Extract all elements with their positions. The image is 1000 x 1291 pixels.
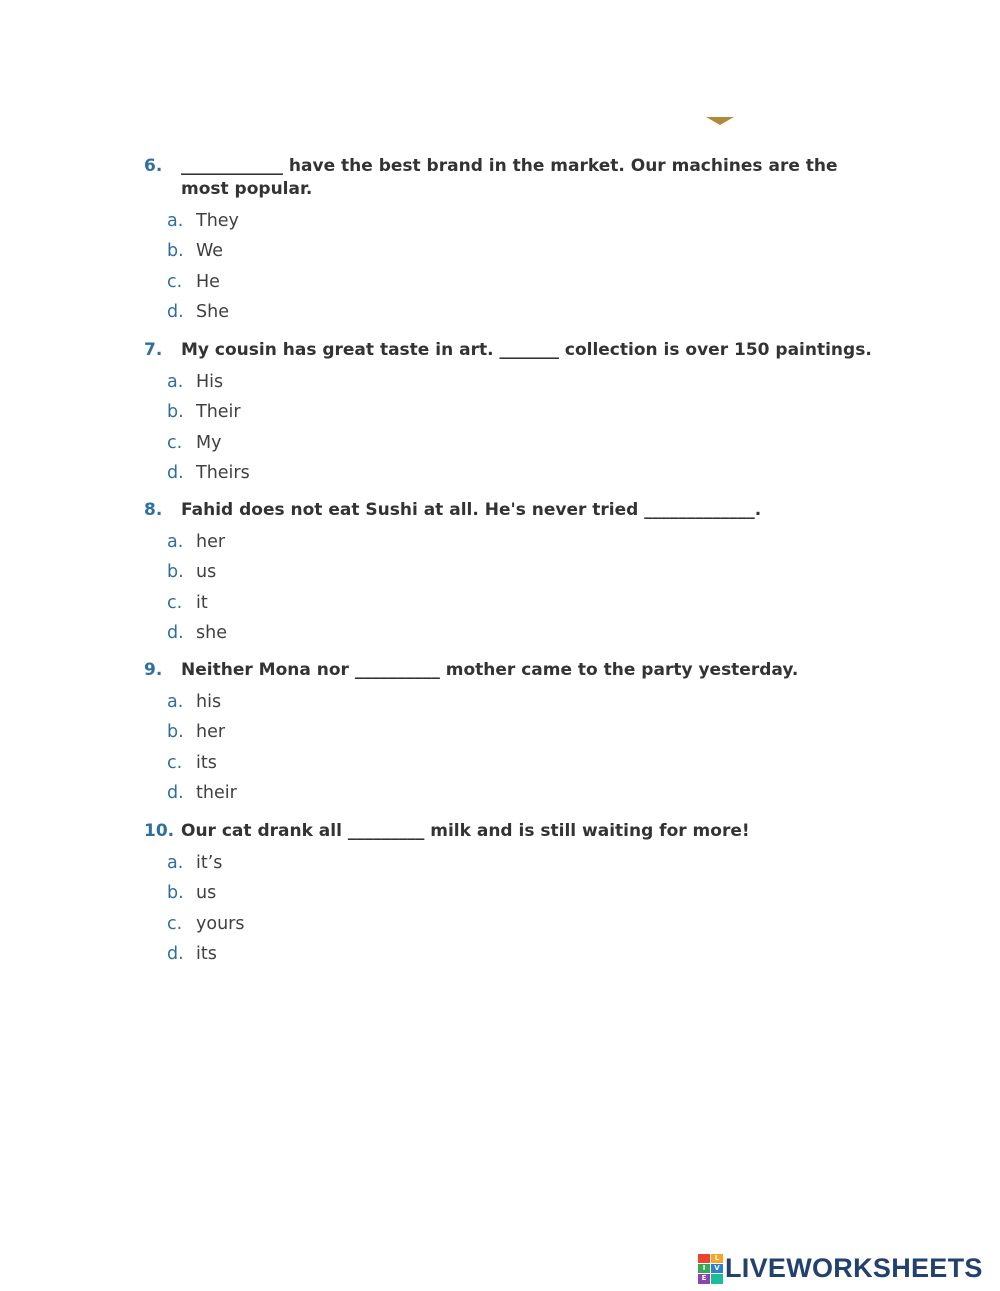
option-letter: b.	[167, 722, 184, 743]
option-b[interactable]	[144, 236, 884, 266]
option-letter: d.	[167, 622, 184, 643]
option-text: she	[196, 622, 227, 643]
option-letter: d.	[167, 462, 184, 483]
option-text: us	[196, 562, 217, 583]
brand-name: LIVEWORKSHEETS	[725, 1252, 983, 1283]
option-letter: c.	[167, 592, 183, 613]
logo-tile	[698, 1254, 710, 1263]
option-a[interactable]	[144, 848, 884, 878]
option-letter: a.	[167, 532, 184, 552]
option-a[interactable]	[144, 687, 884, 717]
question-text: ____________ have the best brand in the market. Our machines are the most popular.	[181, 156, 838, 199]
option-text: us	[196, 883, 217, 904]
question-10	[144, 820, 884, 969]
page-marker-triangle	[706, 117, 734, 125]
option-c[interactable]	[144, 588, 884, 618]
option-letter: b.	[167, 241, 184, 262]
option-text: We	[196, 241, 224, 262]
option-letter: a.	[167, 211, 184, 231]
option-text: His	[196, 372, 224, 392]
logo-tile-i: I	[698, 1264, 710, 1273]
question-8	[144, 499, 884, 648]
option-text: its	[196, 752, 217, 773]
option-letter: a.	[167, 692, 184, 712]
option-letter: c.	[167, 752, 183, 773]
liveworksheets-logo-icon	[698, 1254, 722, 1282]
option-c[interactable]	[144, 909, 884, 939]
option-list	[144, 367, 884, 488]
liveworksheets-brand[interactable]	[698, 1253, 983, 1283]
question-number: 7.	[144, 340, 163, 360]
logo-tile-v: V	[711, 1264, 723, 1273]
option-text: his	[196, 692, 222, 712]
option-b[interactable]	[144, 717, 884, 747]
option-text: yours	[196, 913, 245, 934]
option-a[interactable]	[144, 206, 884, 236]
option-letter: b.	[167, 402, 184, 423]
logo-tile	[711, 1274, 723, 1284]
option-a[interactable]	[144, 527, 884, 557]
question-text: Neither Mona nor __________ mother came to the party yesterday.	[181, 660, 799, 680]
option-b[interactable]	[144, 878, 884, 908]
option-a[interactable]	[144, 367, 884, 397]
option-text: it	[196, 592, 208, 613]
option-letter: d.	[167, 782, 184, 803]
logo-tile-e: E	[698, 1274, 710, 1284]
option-text: Theirs	[196, 462, 250, 483]
question-9	[144, 659, 884, 808]
option-text: He	[196, 271, 220, 292]
option-letter: c.	[167, 432, 183, 453]
option-list	[144, 848, 884, 969]
option-text: their	[196, 782, 237, 803]
option-list	[144, 206, 884, 327]
option-d[interactable]	[144, 939, 884, 969]
option-text: She	[196, 301, 229, 322]
option-d[interactable]	[144, 458, 884, 488]
question-text: Fahid does not eat Sushi at all. He's never tried _____________.	[181, 500, 762, 520]
option-letter: d.	[167, 301, 184, 322]
question-text-line	[144, 339, 884, 362]
option-letter: c.	[167, 913, 183, 934]
option-text: her	[196, 532, 226, 552]
option-c[interactable]	[144, 748, 884, 778]
question-7	[144, 339, 884, 488]
option-b[interactable]	[144, 397, 884, 427]
option-b[interactable]	[144, 557, 884, 587]
option-letter: c.	[167, 271, 183, 292]
question-text-line	[144, 155, 884, 201]
option-text: My	[196, 432, 222, 453]
option-list	[144, 527, 884, 648]
question-number: 8.	[144, 500, 163, 520]
option-text: her	[196, 722, 226, 743]
option-text: it’s	[196, 853, 223, 873]
option-letter: a.	[167, 372, 184, 392]
option-letter: b.	[167, 562, 184, 583]
option-d[interactable]	[144, 618, 884, 648]
question-text-line	[144, 499, 884, 522]
option-letter: a.	[167, 853, 184, 873]
option-text: Their	[196, 402, 241, 423]
option-d[interactable]	[144, 297, 884, 327]
question-text: My cousin has great taste in art. _______ collection is over 150 paintings.	[181, 340, 872, 360]
question-6	[144, 155, 884, 327]
option-letter: b.	[167, 883, 184, 904]
question-number: 10.	[144, 821, 175, 841]
question-text: Our cat drank all _________ milk and is still waiting for more!	[181, 821, 750, 841]
option-text: its	[196, 943, 217, 964]
logo-tile-l: L	[711, 1254, 723, 1263]
option-c[interactable]	[144, 267, 884, 297]
question-number: 6.	[144, 156, 163, 176]
option-c[interactable]	[144, 428, 884, 458]
option-d[interactable]	[144, 778, 884, 808]
question-text-line	[144, 820, 884, 843]
option-text: They	[196, 211, 239, 231]
option-letter: d.	[167, 943, 184, 964]
option-list	[144, 687, 884, 808]
question-text-line	[144, 659, 884, 682]
question-number: 9.	[144, 660, 163, 680]
